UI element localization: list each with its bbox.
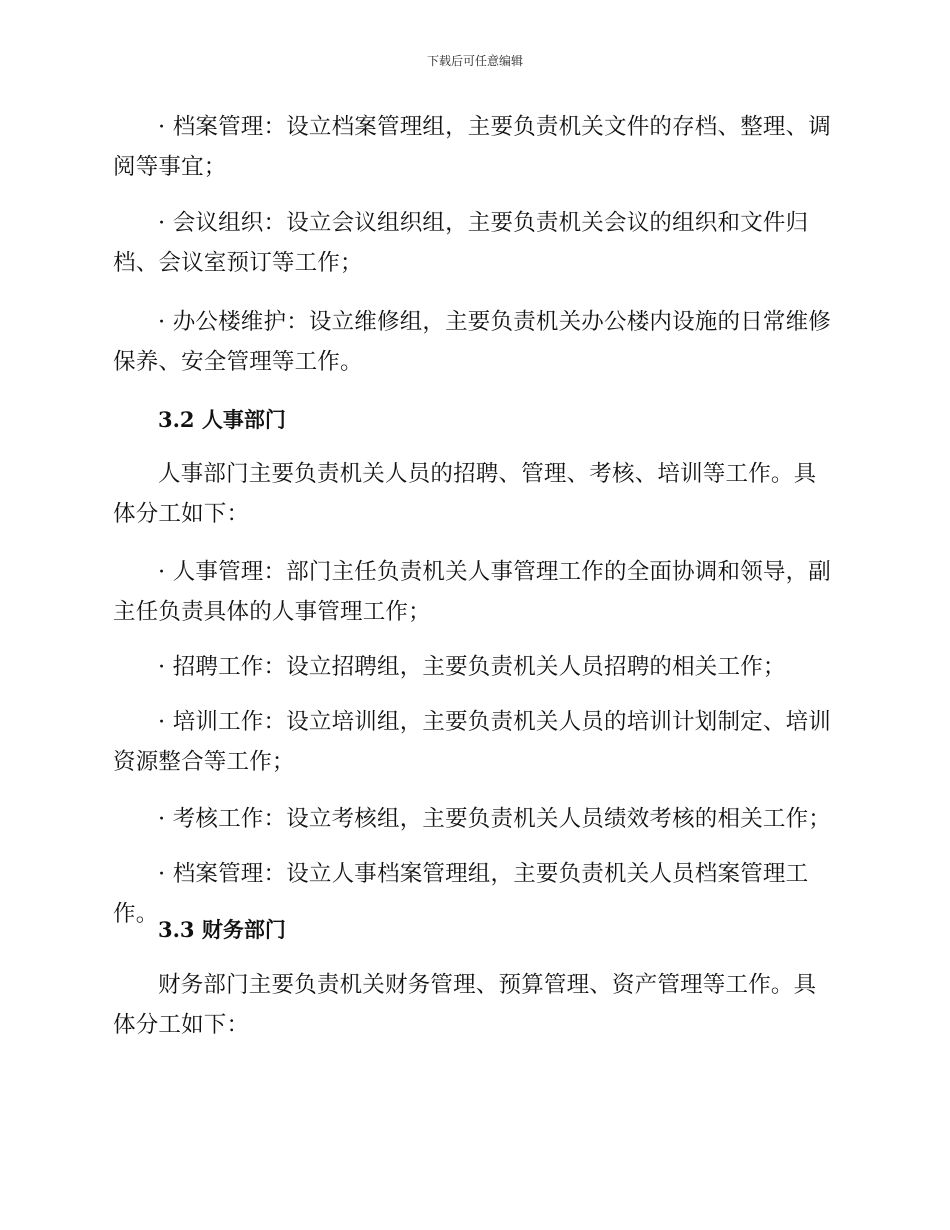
paragraph-assessment: · 考核工作：设立考核组，主要负责机关人员绩效考核的相关工作； bbox=[158, 806, 832, 832]
page-header: 下载后可任意编辑 bbox=[426, 54, 523, 68]
paragraph-finance-intro: 财务部门主要负责机关财务管理、预算管理、资产管理等工作。具体分工如下： bbox=[113, 972, 817, 1038]
paragraph-meeting-organization: · 会议组织：设立会议组织组，主要负责机关会议的组织和文件归档、会议室预订等工作； bbox=[113, 210, 809, 276]
paragraph-archive-management: · 档案管理：设立档案管理组，主要负责机关文件的存档、整理、调阅等事宜； bbox=[113, 114, 832, 180]
paragraph-hr-intro: 人事部门主要负责机关人员的招聘、管理、考核、培训等工作。具体分工如下： bbox=[113, 461, 817, 527]
paragraph-training: · 培训工作：设立培训组，主要负责机关人员的培训计划制定、培训资源整合等工作； bbox=[113, 709, 832, 775]
paragraph-hr-archives: · 档案管理：设立人事档案管理组，主要负责机关人员档案管理工作。 bbox=[113, 861, 809, 927]
section-heading-finance: 3.3 财务部门 bbox=[158, 917, 286, 942]
paragraph-recruitment: · 招聘工作：设立招聘组，主要负责机关人员招聘的相关工作； bbox=[158, 654, 786, 680]
section-heading-hr: 3.2 人事部门 bbox=[158, 407, 286, 432]
paragraph-building-maintenance: · 办公楼维护：设立维修组，主要负责机关办公楼内设施的日常维修保养、安全管理等工作。 bbox=[113, 309, 832, 375]
paragraph-personnel-management: · 人事管理：部门主任负责机关人事管理工作的全面协调和领导，副主任负责具体的人事管理工作； bbox=[113, 559, 832, 625]
